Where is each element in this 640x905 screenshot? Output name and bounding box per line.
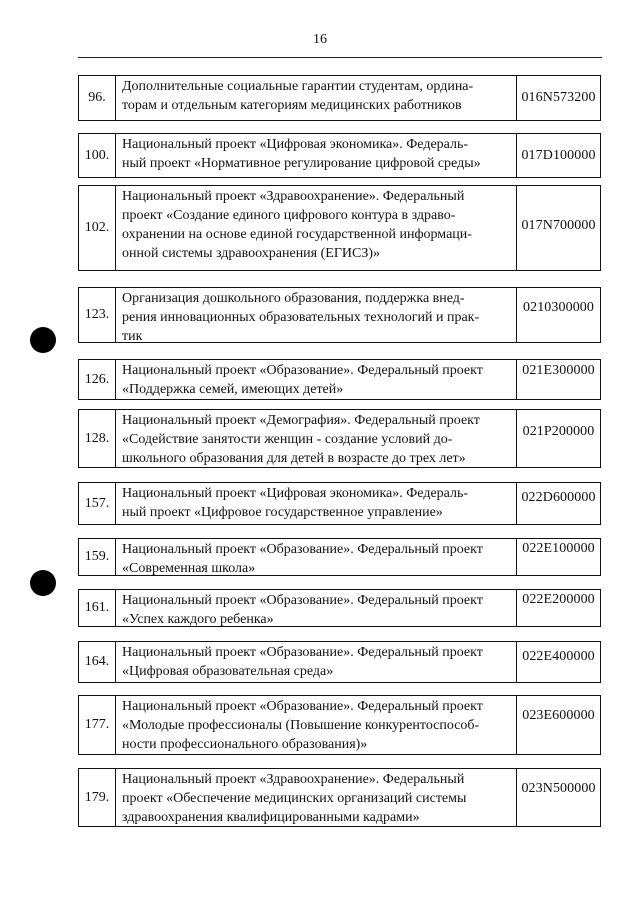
row-code: 023N500000 <box>516 769 600 826</box>
row-number: 126. <box>79 360 116 399</box>
row-number: 161. <box>79 590 116 626</box>
row-number: 102. <box>79 186 116 270</box>
row-code: 022E400000 <box>516 642 600 682</box>
row-description: Дополнительные социальные гарантии студентам, ордина- торам и отдельным категориям медицинских работников <box>122 79 474 113</box>
punch-hole-mark <box>30 327 56 353</box>
row-code: 016N573200 <box>516 76 600 120</box>
row-code: 017D100000 <box>516 134 600 177</box>
table-row <box>78 185 601 271</box>
row-code: 022E100000 <box>516 539 600 575</box>
row-number: 164. <box>79 642 116 682</box>
row-code: 022D600000 <box>516 483 600 524</box>
row-description: Национальный проект «Образование». Федеральный проект «Цифровая образовательная среда» <box>122 645 483 679</box>
row-description: Национальный проект «Здравоохранение». Федеральный проект «Обеспечение медицинских организаций системы здравоохранения квалифицированными кадрами» <box>122 772 467 825</box>
row-code: 021E300000 <box>516 360 600 399</box>
row-number: 128. <box>79 410 116 467</box>
row-number: 159. <box>79 539 116 575</box>
row-number: 157. <box>79 483 116 524</box>
row-code: 017N700000 <box>516 186 600 270</box>
row-description: Национальный проект «Демография». Федеральный проект «Содействие занятости женщин - создание условий до- школьного образования для детей в возрасте до трех лет» <box>122 413 480 466</box>
row-number: 123. <box>79 288 116 342</box>
row-number: 96. <box>79 76 116 120</box>
row-code: 022E200000 <box>516 590 600 626</box>
row-number: 179. <box>79 769 116 826</box>
row-description: Национальный проект «Образование». Федеральный проект «Современная школа» <box>122 542 483 575</box>
row-description: Национальный проект «Образование». Федеральный проект «Молодые профессионалы (Повышение конкурентоспособ- ности профессионального образования)» <box>122 699 483 752</box>
row-description: Национальный проект «Образование». Федеральный проект «Поддержка семей, имеющих детей» <box>122 363 483 397</box>
row-description: Национальный проект «Образование». Федеральный проект «Успех каждого ребенка» <box>122 593 483 626</box>
row-number: 177. <box>79 696 116 754</box>
row-code: 0210300000 <box>516 288 600 342</box>
row-number: 100. <box>79 134 116 177</box>
page-number: 16 <box>313 32 327 47</box>
row-code: 023E600000 <box>516 696 600 754</box>
row-description: Национальный проект «Цифровая экономика». Федераль- ный проект «Цифровое государственное управление» <box>122 486 469 520</box>
row-description: Организация дошкольного образования, поддержка внед- рения инновационных образовательных технологий и прак- тик <box>122 291 480 342</box>
table-row <box>78 482 601 525</box>
table-row <box>78 359 601 400</box>
table-row <box>78 589 601 627</box>
table-row <box>78 641 601 683</box>
row-description: Национальный проект «Здравоохранение». Федеральный проект «Создание единого цифрового контура в здраво- охранении на основе единой государственной информаци- онной системы здравоохранения (ЕГИСЗ)» <box>122 189 472 261</box>
table-row <box>78 133 601 178</box>
table-row <box>78 538 601 576</box>
table-row <box>78 768 601 827</box>
row-code: 021P200000 <box>516 410 600 467</box>
punch-hole-mark <box>30 570 56 596</box>
header-rule <box>78 57 602 58</box>
table-row <box>78 75 601 121</box>
row-description: Национальный проект «Цифровая экономика». Федераль- ный проект «Нормативное регулирование цифровой среды» <box>122 137 481 171</box>
table-row <box>78 695 601 755</box>
table-row <box>78 287 601 343</box>
table-row <box>78 409 601 468</box>
